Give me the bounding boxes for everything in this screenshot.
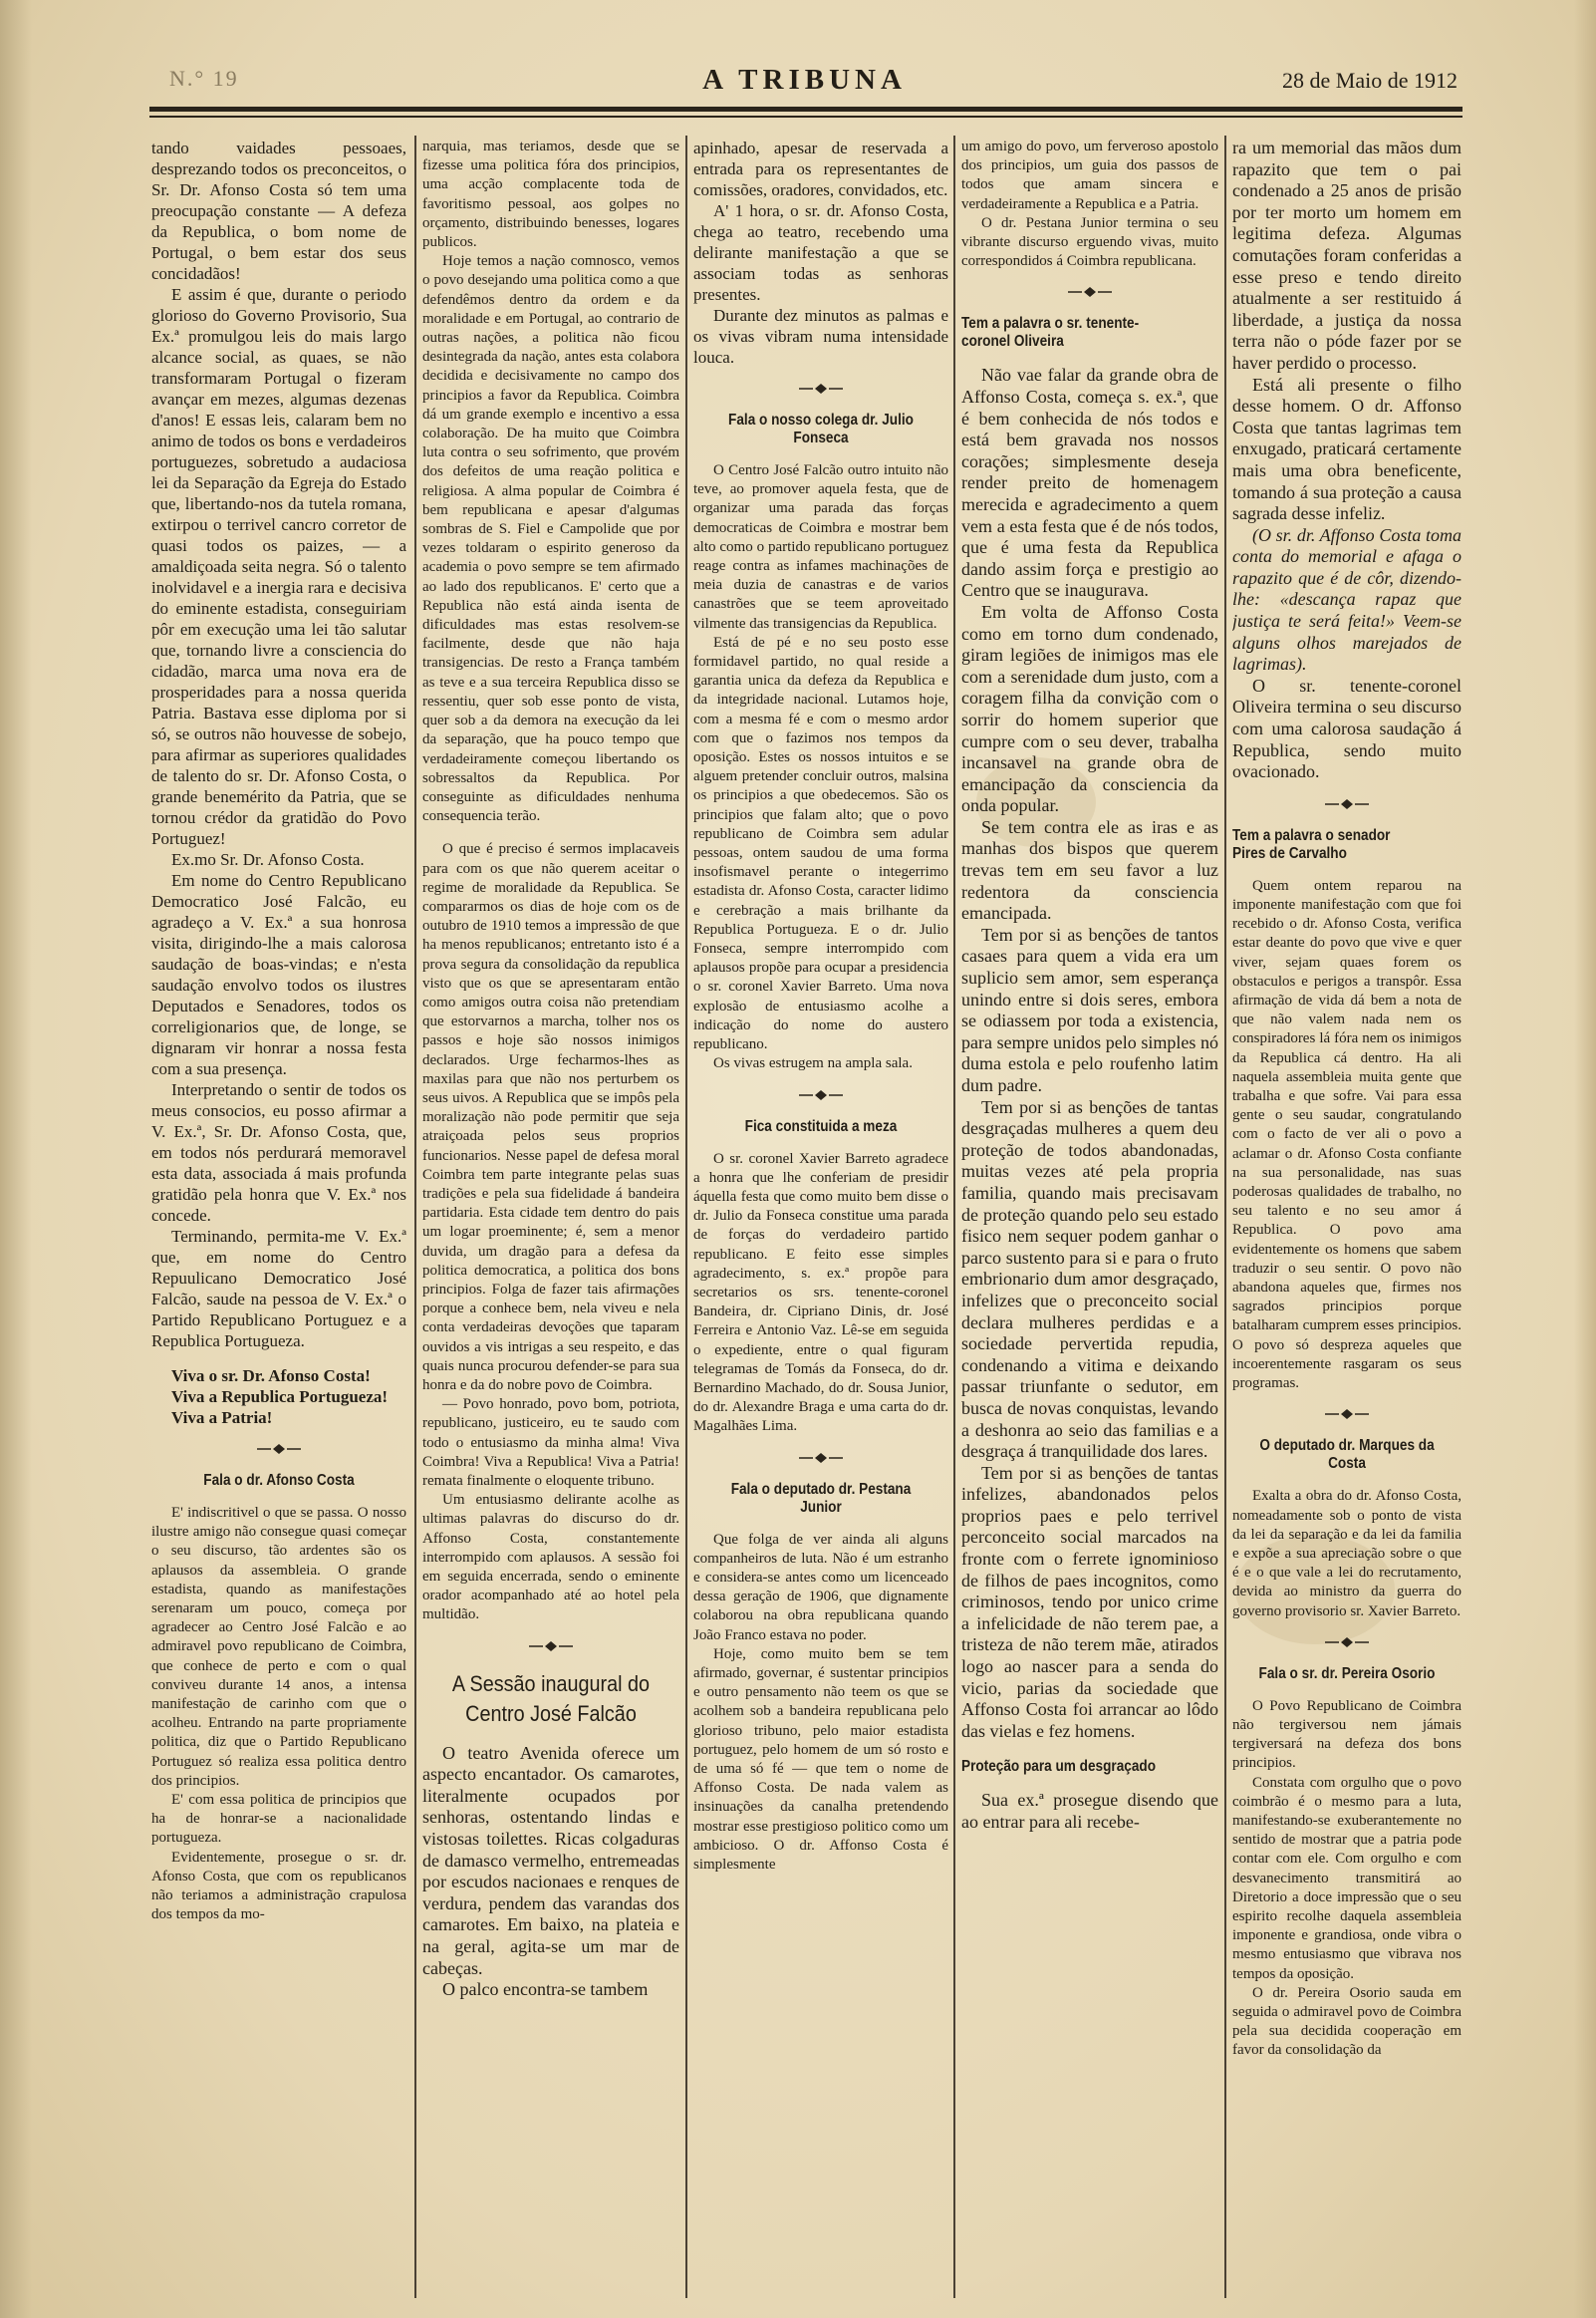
section-heading: Fala o nosso colega dr. Julio Fonseca <box>728 412 914 446</box>
section-heading: O deputado dr. Marques da Costa <box>1259 1437 1435 1473</box>
paragraph: O Centro José Falcão outro intuito não teve, ao promover aquela festa, que de organizar uma parada das forças democraticas de Coimbra e mostrar bem alto como o partido republicano portuguez reage contra as infames machinações de meia duzia de canastras e de varios canastrões que se teem aproveitado vilmente das transigencias da Republica. <box>693 462 948 632</box>
column-divider <box>414 136 416 2298</box>
ornament-divider <box>1066 285 1114 299</box>
section-heading: Tem a palavra o sr. tenente-coronel Oliveira <box>961 315 1140 351</box>
paragraph: O sr. coronel Xavier Barreto agradece a honra que lhe conferiam de presidir áquella festa que como muito bem disse o dr. Julio da Fonseca constitue uma parada de forças do verdadeiro partido republicano. E feito esse simples agradecimento, s. ex.ª propõe para secretarios os srs. tenente-coronel Bandeira, dr. Cipriano Dinis, dr. José Ferreira e Antonio Vaz. Lê-se em seguida o expediente, entre o qual figuram telegramas de Tomás da Fonseca, do dr. Bernardino Machado, do dr. Sousa Junior, do dr. Alexandre Braga e uma carta do dr. Magalhães Lima. <box>693 1150 948 1435</box>
paragraph: O palco encontra-se tambem <box>442 1979 649 2000</box>
paragraph: E' com essa politica de principios que ha de honrar-se a nacionalidade portugueza. <box>151 1792 406 1847</box>
cheer-line: Viva a Republica Portugueza! <box>171 1387 389 1406</box>
paragraph: Hoje, como muito bem se tem afirmado, governar, é sustentar principios e outro pensamento não teem os que se acolhem sob a bandeira republicana pelo glorioso tribuno, pelo maior estadista portuguez, pelo homem de um só rosto e de uma só fé — que tem o nome de Affonso Costa. De nada valem as insinuações da canalha pretendendo mostrar esse prestigioso politico como um ambicioso. O dr. Affonso Costa é simplesmente <box>693 1645 948 1873</box>
paragraph: Não vae falar da grande obra de Affonso Costa, começa s. ex.ª, que é bem conhecida de nós todos e está bem gravada nos nossos corações; simplesmente deseja render preito de homenagem merecida e agradecimento a quem vem a esta festa que é de nós todos, que é uma festa da Republica dando assim força e prestigio ao Centro que se inaugurava. <box>961 365 1218 601</box>
masthead-rule-thick <box>149 107 1463 112</box>
paragraph: Terminando, permita-me V. Ex.ª que, em nome do Centro Repuulicano Democratico José Falcão, saude na pessoa de V. Ex.ª o Partido Republicano Portuguez e a Republica Portugueza. <box>151 1227 406 1350</box>
column-1 <box>151 138 406 2300</box>
column-divider <box>685 136 687 2298</box>
paragraph: Quem ontem reparou na imponente manifestação com que foi recebido o dr. Afonso Costa, verifica estar deante do povo que vive e quer viver, sejam quaes forem os obstaculos e perigos a transpôr. Essa afirmação de vida dá bem a nota de que não valem nada nem os conspiradores lá fóra nem os inimigos da Republica cá dentro. Ha ali naquela assembleia muita gente que trabalha e que sofre. Vai para essa gente o seu saudar, congratulando com o facto de ver ali o povo a aclamar o dr. Afonso Costa confiante na sua personalidade, nas suas poderosas qualidades de trabalho, no seu talento e no seu amor á Republica. O povo ama evidentemente os homens que sabem traduzir o seu sentir. O povo não abandona aqueles que, firmes nos sagrados principios porque batalharam cumprem esses principios. O povo só despreza aqueles que incoerentemente rasgaram os seus programas. <box>1232 877 1462 1392</box>
paragraph: A' 1 hora, o sr. dr. Afonso Costa, chega ao teatro, recebendo uma delirante manifestação a que se associam todas as senhoras presentes. <box>693 201 948 304</box>
paragraph: (O sr. dr. Affonso Costa toma conta do memorial e afaga o rapazito que é de côr, dizendo-lhe: «descança rapaz que justiça te será feita!» Veem-se alguns olhos marejados de lagrimas). <box>1232 524 1462 675</box>
paragraph: Um entusiasmo delirante acolhe as ultimas palavras do discurso do dr. Affonso Costa, constantemente interrompido com aplausos. A sessão foi em seguida encerrada, sendo o eminente orador acompanhado até ao hotel pela multidão. <box>422 1492 679 1623</box>
paragraph: O que é preciso é sermos implacaveis para com os que não querem aceitar o regime de moralidade da Republica. Se compararmos os dias de hoje com os de outubro de 1910 temos a impressão de que ha menos republicanos; entretanto isto é a prova segura da consolidação da republica visto que os que se apresentaram então como amigos outra coisa não pretendiam que estorvarnos a marcha, tolher nos os passos e hoje são nossos inimigos declarados. Urge fecharmos-lhes as maxilas para que não nos perturbem os seus uivos. A Republica que se impôs pela moralização não pode permitir que seja atraiçoada pelos seus proprios funcionarios. Nesse papel de defesa moral Coimbra tem parte integrante pelas suas tradições e pela sua fidelidade á bandeira partidaria. Esta cidade tem dentro do pais um logar proeminente; é, sem a menor duvida, um dragão para a defesa da politica democratica, a politica dos bons principios. Folga de fazer tais afirmações porque a conhece bem, nela viveu e nela conta verdadeiras devoções que taparam ouvidos a vis intrigas a seu respeito, e das quais nunca procurou defender-se para sua honra e da do nobre povo de Coimbra. <box>422 841 679 1393</box>
masthead-rule-thin <box>149 116 1463 118</box>
paragraph: Tem por si as benções de tantas infelizes, abandonados pelos proprios paes e pelo terrivel perconceito social marcados na fronte com o ferrete ignominioso de filhos de paes incognitos, como criminosos, tendo por unico crime a infelicidade de não terem pae, a tristeza de não terem mãe, atirados logo ao nascer para a senda do vicio, parias da sociedade que Affonso Costa foi arrancar ao lôdo das vielas e fez homens. <box>961 1462 1218 1741</box>
ornament-divider <box>527 1639 575 1653</box>
paragraph: apinhado, apesar de reservada a entrada para os representantes de comissões, oradores, convidados, etc. <box>693 139 948 199</box>
column-divider <box>953 136 955 2298</box>
paragraph: um amigo do povo, um ferveroso apostolo dos principios, um guia dos passos de todos que amam sincera e verdadeiramente a Republica e a Patria. <box>961 139 1218 212</box>
paragraph: Hoje temos a nação comnosco, vemos o povo desejando uma politica como a que defendêmos dentro da ordem e da moralidade e em Portugal, ao contrario de outras nações, a politica não ficou desintegrada da nação, antes esta colabora decidida e decisivamente no campo dos principios a favor da Republica. Coimbra dá um grande exemplo e incentivo a essa colaboração. De ha muito que Coimbra luta contra o seu sofrimento, que provém dos defeitos de uma reação politica e religiosa. A alma popular de Coimbra é bem republicana e apesar d'algumas sombras de S. Fiel e Campolide que por vezes toldaram o espirito generoso da academia o povo sempre se tem afirmado ao lado dos republicanos. E' certo que a Republica não está ainda isenta de dificuldades mas estas resolvem-se facilmente, desde que não haja transigencias. De resto a França também as teve e a sua terceira Republica disso se ressentiu, quer sob esse ponto de vista, quer sob a da demora na execução da lei da separação, que ha pouco tempo que verdadeiramente começou libertando os sobressaltos da Republica. Por conseguinte as dificuldades nenhuma consequencia terão. <box>422 253 679 825</box>
paragraph: E' indiscritivel o que se passa. O nosso ilustre amigo não consegue quasi começar o seu discurso, tão ardentes são os aplausos da assembleia. O grande estadista, quando as manifestações serenaram um pouco, começa por agradecer ao Centro José Falcão e ao admiravel povo republicano de Coimbra, que conhece de perto e com o qual conviveu durante 14 anos, a intensa manifestação de carinho com que o acolheu. Entrando na parte propriamente politica, diz que o Partido Republicano Portuguez só realiza essa politica dentro dos principios. <box>151 1505 406 1789</box>
newspaper-title: A TRIBUNA <box>702 64 907 96</box>
paragraph: Em volta de Affonso Costa como em torno dum condenado, giram legiões de inimigos mas ele com a serenidade dum justo, com a coragem filha da convição com o sorrir do homem superior que cumpre com o seu dever, trabalha incansavel na grande obra de emancipação da consciencia da onda popular. <box>961 601 1218 816</box>
paragraph: Interpretando o sentir de todos os meus consocios, eu posso afirmar a V. Ex.ª, Sr. Dr. Afonso Costa, que, em todos nós perdurará memoravel esta data, associada á mais profunda gratidão pela honra que V. Ex.ª nos concede. <box>151 1080 406 1225</box>
section-heading: Tem a palavra o senador Pires de Carvalho <box>1232 826 1391 862</box>
paragraph: Em nome do Centro Republicano Democratico José Falcão, eu agradeço a V. Ex.ª a sua honrosa visita, dirigindo-lhe a mais calorosa saudação de boas-vindas; e n'esta saudação envolvo todos os ilustres Deputados e Senadores, todos os correligionarios que, de longe, se dignaram vir honrar a nossa festa com a sua presença. <box>151 871 406 1078</box>
paragraph: ra um memorial das mãos dum rapazito que tem o pai condenado a 25 anos de prisão por ter morto um homem em legitima defeza. Algumas comutações foram conferidas a esse preso e tendo direito atualmente a ser restituido á liberdade, a justiça da nossa terra não o póde fazer por se haver perdido o processo. <box>1232 138 1462 373</box>
page-edge-shadow-right <box>1574 0 1596 2318</box>
paragraph: Evidentemente, prosegue o sr. dr. Afonso Costa, que com os republicanos não teriamos a administração crapulosa dos tempos da mo- <box>151 1849 406 1923</box>
ornament-divider <box>255 1442 303 1456</box>
column-2 <box>422 138 679 2300</box>
column-5 <box>1232 138 1462 2300</box>
paragraph: Está de pé e no seu posto esse formidavel partido, no qual reside a garantia unica da defeza da Republica e da integridade nacional. Lutamos hoje, com a mesma fé e com o mesmo ardor com que o fazimos nos tempos da oposição. Estes os nossos intuitos e se alguem pretender concluir outros, malsina os principios a que obedecemos. São os principios que falam alto; que o povo republicano de Coimbra sem adular pessoas, ontem saudou de uma forma insofismavel perante o integerrimo estadista dr. Afonso Costa, caracter lidimo e cerebração a mais brilhante da Republica Portugueza. E o dr. Julio Fonseca, sempre interrompido com aplausos propõe para ocupar a presidencia o sr. coronel Xavier Barreto. Uma nova explosão de entusiasmo acolhe a indicação do nome do austero republicano. <box>693 634 948 1053</box>
paragraph: Os vivas estrugem na ampla sala. <box>713 1055 913 1072</box>
paragraph: O dr. Pestana Junior termina o seu vibrante discurso erguendo vivas, muito correspondidos á Coimbra republicana. <box>961 214 1218 270</box>
issue-number: N.° 19 <box>169 66 239 91</box>
page-edge-shadow <box>0 0 32 2318</box>
paragraph: O Povo Republicano de Coimbra não tergiversou nem jámais tergiversará na defeza dos bons principios. <box>1232 1697 1462 1772</box>
masthead <box>149 64 1460 104</box>
paragraph: O dr. Pereira Osorio sauda em seguida o admiravel povo de Coimbra pela sua decidida cooperação em favor da consolidação da <box>1232 1984 1462 2059</box>
paragraph: narquia, mas teriamos, desde que se fizesse uma politica fóra dos principios, uma acção complacente toda de favoritismo pessoal, aos golpes no orçamento, distribuindo benesses, logares publicos. <box>422 139 679 251</box>
paragraph: — Povo honrado, povo bom, potriota, republicano, justiceiro, eu te saudo com todo o entusiasmo da minha alma! Viva Coimbra! Viva a Republica! Viva a Patria! remata finalmente o eloquente tribuno. <box>422 1396 679 1490</box>
column-4 <box>961 138 1218 2300</box>
ornament-divider <box>797 382 845 396</box>
ornament-divider <box>1323 797 1371 811</box>
section-heading: Proteção para um desgraçado <box>961 1758 1157 1776</box>
section-heading: Fica constituida a meza <box>744 1117 898 1135</box>
paragraph: Sua ex.ª prosegue disendo que ao entrar para ali recebe- <box>961 1790 1218 1833</box>
section-heading: Fala o sr. dr. Pereira Osorio <box>1258 1664 1436 1682</box>
paragraph: E assim é que, durante o periodo glorioso do Governo Provisorio, Sua Ex.ª promulgou leis do mais largo alcance social, as quaes, se não transformaram Portugal o fizeram avançar em mezes, algumas dezenas d'anos! E essas leis, calaram bem no animo de todos os bons e verdadeiros portuguezes, sobretudo a audaciosa lei da Separação da Egreja do Estado que, libertando-nos da tutela romana, extirpou o terrivel cancro corretor de quasi todos os paizes, — a amaldiçoada seita negra. Só o talento inolvidavel e a inergia rara e decisiva do eminente estadista, conseguiriam pôr em execução uma lei tão salutar que, tornando livre a consciencia do cidadão, marca uma nova era de prosperidades para a nossa querida Patria. Bastava esse diploma por si só, se outros não houvesse de sobejo, para afirmar as superiores qualidades de talento do sr. Dr. Afonso Costa, o grande benemérito da Patria, que se tornou crédor da gratidão do Povo Portuguez! <box>151 285 406 848</box>
column-3 <box>693 138 948 2300</box>
paragraph: Exalta a obra do dr. Afonso Costa, nomeadamente sob o ponto de vista da lei da separação e da lei da familia e expõe a sua apreciação sobre o que é e o que vale a lei do recrutamento, devida ao ministro da guerra do governo provisorio sr. Xavier Barreto. <box>1232 1488 1462 1619</box>
cheer-line: Viva a Patria! <box>171 1408 273 1427</box>
issue-date: 28 de Maio de 1912 <box>1282 68 1458 93</box>
ornament-divider <box>1323 1635 1371 1649</box>
paragraph: Constata com orgulho que o povo coimbrão é o mesmo para a luta, manifestando-se exuberantemente no sentido de mostrar que a patria pode contar com ele. Com orgulho e com desvanecimento transmitirá ao Diretorio a doce impressão que o seu espirito recolhe daquela assembleia imponente e grandiosa, onde vibra o mesmo entusiasmo que vibrava nos tempos da oposição. <box>1232 1774 1462 1982</box>
paragraph: tando vaidades pessoaes, desprezando todos os preconceitos, o Sr. Dr. Afonso Costa só tem uma preocupação constante — A defeza da Republica, o bom nome de Portugal, o bem estar dos seus concidadãos! <box>151 139 406 283</box>
paragraph: Durante dez minutos as palmas e os vivas vibram numa intensidade louca. <box>693 306 948 367</box>
section-heading: A Sessão inaugural do Centro José Falcão <box>451 1670 651 1726</box>
paragraph: Se tem contra ele as iras e as manhas dos bispos que querem trevas tem em seu favor a luz redentora da consciencia emancipada. <box>961 816 1218 924</box>
ornament-divider <box>1323 1407 1371 1421</box>
ornament-divider <box>797 1088 845 1102</box>
paragraph: O teatro Avenida oferece um aspecto encantador. Os camarotes, literalmente ocupados por senhoras, ostentando lindas e vistosas toilettes. Ricas colgaduras de damasco vermelho, entremeadas por escudos nacionaes e renques de verdura, pendem das varandas dos camarotes. Em baixo, na plateia e na geral, agita-se um mar de cabeças. <box>422 1742 679 1978</box>
cheer-line: Viva o sr. Dr. Afonso Costa! <box>171 1366 371 1385</box>
section-heading: Fala o dr. Afonso Costa <box>203 1472 355 1489</box>
section-heading: Fala o deputado dr. Pestana Junior <box>730 1480 912 1516</box>
paragraph: Ex.mo Sr. Dr. Afonso Costa. <box>171 850 365 869</box>
column-divider <box>1224 136 1226 2298</box>
paragraph: Está ali presente o filho desse homem. O dr. Affonso Costa que tantas lagrimas tem enxugado, praticará certamente mais uma obra beneficente, tomando á sua proteção a causa sagrada desse infeliz. <box>1232 374 1462 524</box>
paragraph: Que folga de ver ainda ali alguns companheiros de luta. Não é um estranho e considera-se antes como um licenceado dessa geração de 1906, que dignamente colaborou na obra republicana quando João Franco estava no poder. <box>693 1531 948 1643</box>
ornament-divider <box>797 1451 845 1465</box>
paragraph: Tem por si as benções de tantos casaes para quem a vida era um suplicio sem amor, sem esperança unindo entre si dois seres, embora se odiassem por toda a existencia, para sempre unidos pelo simples nó duma estola e pelo roufenho latim dum padre. <box>961 924 1218 1096</box>
paragraph: O sr. tenente-coronel Oliveira termina o seu discurso com uma calorosa saudação á Republica, sendo muito ovacionado. <box>1232 675 1462 782</box>
paragraph: Tem por si as benções de tantas desgraçadas mulheres a quem deu proteção de todos abandonadas, muitas vezes até pela propria familia, quando mais precisavam de proteção quando pelo seu estado fisico nem sequer podem ganhar o parco sustento para si e para o fruto embrionario dum amor desgraçado, infelizes que o preconceito social declara mulheres perdidas e a sociedade pervertida repudia, condenando a vitima e deixando passar triunfante o sedutor, em busca de novas conquistas, levando a deshonra ao seio das familias e a desgraça á tranquilidade dos lares. <box>961 1096 1218 1462</box>
